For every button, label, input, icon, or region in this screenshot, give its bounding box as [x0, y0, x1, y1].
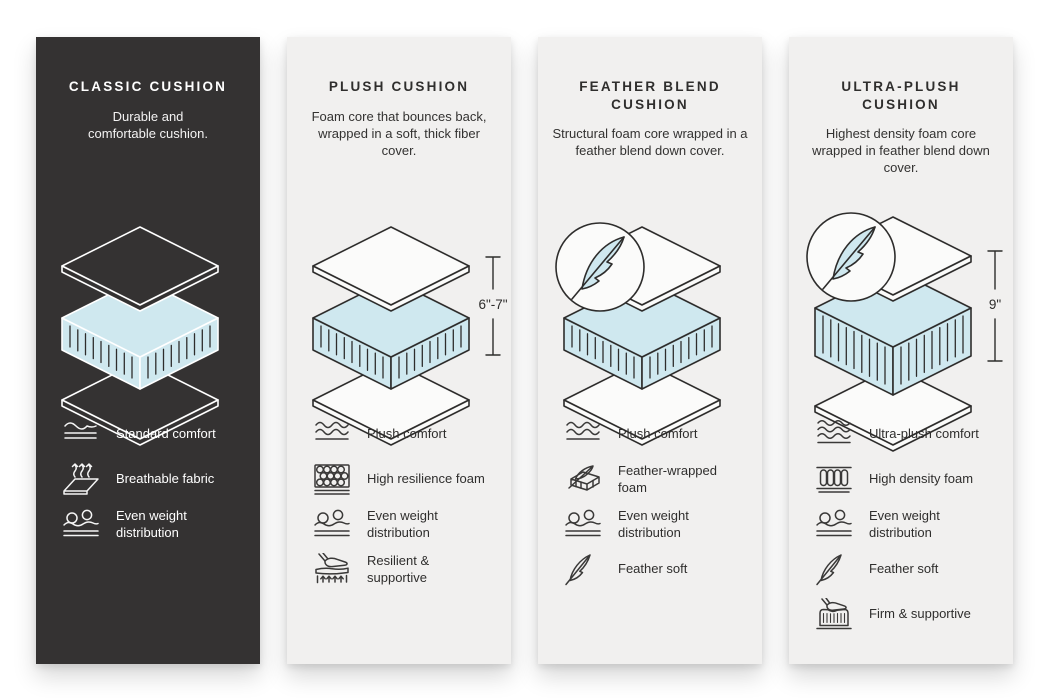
- feature-label: Feather-wrapped foam: [618, 462, 717, 495]
- feather-badge: [556, 223, 644, 311]
- feature-row: [564, 412, 756, 457]
- resilient-icon: [313, 553, 351, 587]
- feature-row: [62, 412, 254, 457]
- feature-row: [564, 502, 756, 547]
- card-classic-cushion: [36, 37, 260, 664]
- feature-row: [815, 457, 1007, 502]
- feature-label: Even weight distribution: [869, 507, 940, 540]
- waves-icon: [564, 418, 602, 452]
- card-ultra-plush-cushion: [789, 37, 1013, 664]
- height-measurement-label: 6"-7": [478, 297, 508, 312]
- feature-label: Even weight distribution: [618, 507, 689, 540]
- feature-row: [815, 412, 1007, 457]
- breathable-icon: [62, 463, 100, 497]
- feature-label: Even weight distribution: [367, 507, 438, 540]
- even-weight-icon: [815, 508, 853, 542]
- feature-label: Feather soft: [618, 561, 688, 577]
- feature-label: Firm & supportive: [869, 606, 971, 622]
- height-measurement-label: 9": [988, 297, 1002, 312]
- feature-row: [564, 547, 756, 592]
- card-title: PLUSH CUSHION: [328, 79, 470, 94]
- feature-label: Even weight distribution: [116, 507, 187, 540]
- card-plush-cushion: [287, 37, 511, 664]
- feature-row: [313, 502, 505, 547]
- waves-dense-icon: [815, 418, 853, 452]
- feature-row: [815, 547, 1007, 592]
- feature-label: Resilient & supportive: [367, 552, 430, 585]
- feature-list: [313, 412, 505, 592]
- waves-standard-icon: [62, 418, 100, 452]
- firm-icon: [815, 598, 853, 632]
- even-weight-icon: [62, 508, 100, 542]
- feature-row: [313, 457, 505, 502]
- even-weight-icon: [564, 508, 602, 542]
- feature-label: Feather soft: [869, 561, 939, 577]
- feature-row: [313, 412, 505, 457]
- feature-row: [815, 502, 1007, 547]
- feature-list: [564, 412, 756, 592]
- card-title: FEATHER BLEND CUSHION: [579, 79, 721, 112]
- feature-row: [815, 592, 1007, 637]
- card-title: CLASSIC CUSHION: [68, 79, 228, 94]
- feather-icon: [815, 553, 853, 587]
- card-title: ULTRA-PLUSH CUSHION: [841, 79, 961, 112]
- feature-label: High resilience foam: [367, 471, 485, 487]
- feature-row: [62, 457, 254, 502]
- feature-label: Plush comfort: [367, 426, 447, 442]
- density-foam-icon: [815, 463, 853, 497]
- card-description: Foam core that bounces back, wrapped in a soft, thick fiber cover.: [311, 108, 487, 158]
- card-description: Structural foam core wrapped in a feather blend down cover.: [552, 126, 748, 159]
- feature-row: [62, 502, 254, 547]
- feature-label: High density foam: [869, 471, 974, 487]
- feather-foam-icon: [564, 463, 602, 497]
- card-description: Durable and comfortable cushion.: [88, 108, 208, 141]
- feather-badge: [807, 213, 895, 301]
- even-weight-icon: [313, 508, 351, 542]
- feature-label: Standard comfort: [116, 426, 216, 442]
- foam-cells-icon: [313, 463, 351, 497]
- waves-icon: [313, 418, 351, 452]
- feature-label: Breathable fabric: [116, 471, 215, 487]
- feature-row: [313, 547, 505, 592]
- feature-row: [564, 457, 756, 502]
- feature-label: Ultra-plush comfort: [869, 426, 979, 442]
- feature-list: [815, 412, 1007, 637]
- card-description: Highest density foam core wrapped in feather blend down cover.: [812, 126, 990, 176]
- feature-list: [62, 412, 254, 547]
- card-feather-blend-cushion: [538, 37, 762, 664]
- feature-label: Plush comfort: [618, 426, 698, 442]
- feather-icon: [564, 553, 602, 587]
